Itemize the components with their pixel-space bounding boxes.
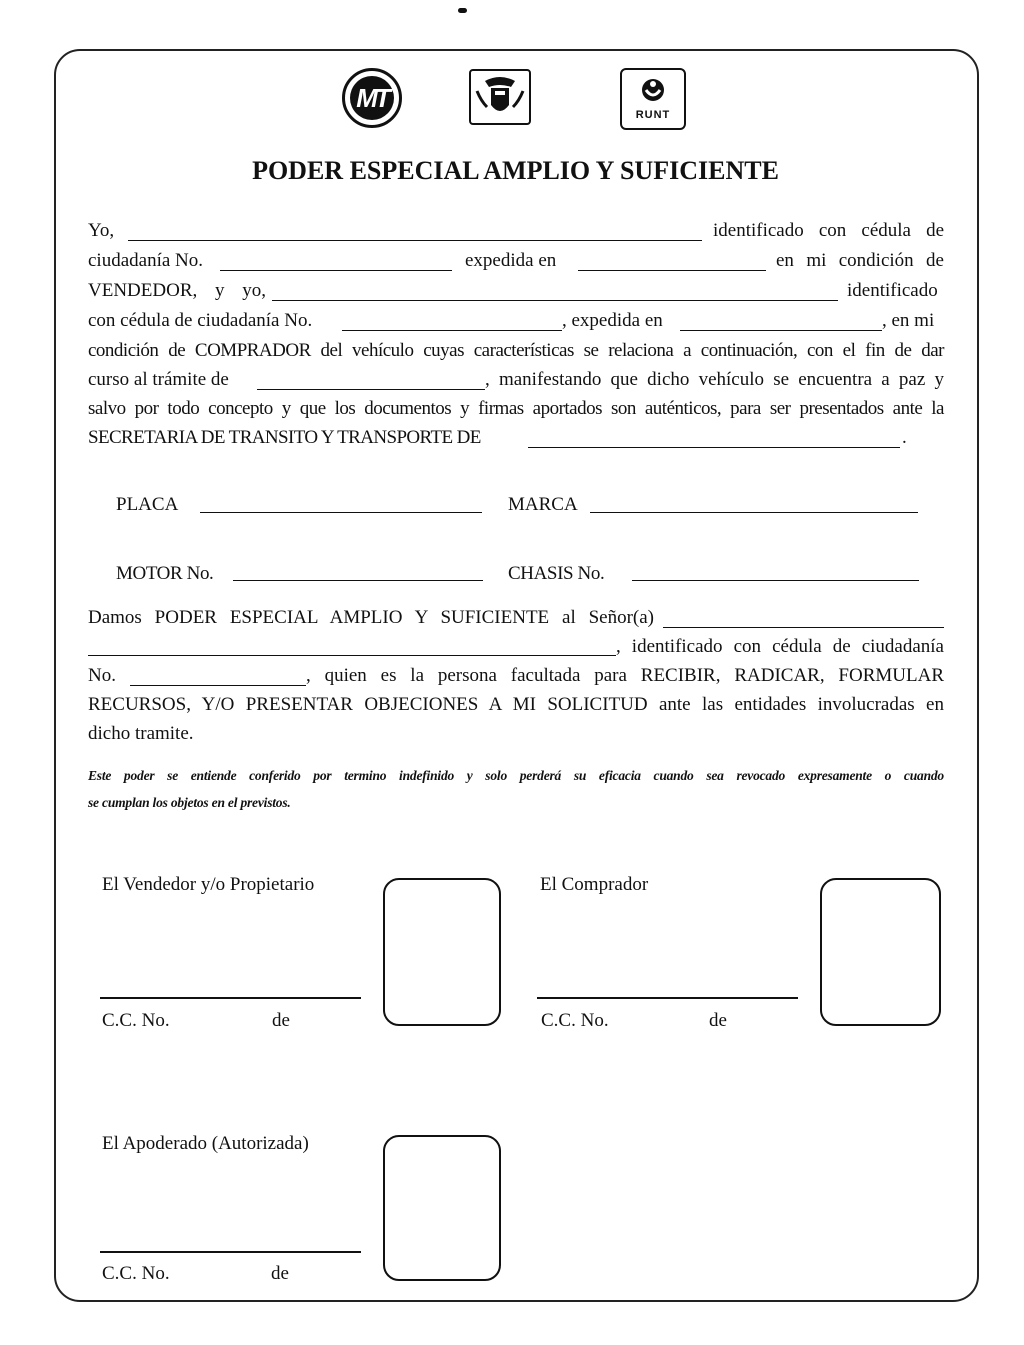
chasis-field[interactable] (632, 580, 919, 581)
apoderado-name-field-cont[interactable] (88, 655, 616, 656)
comprador-cc-label: C.C. No. (541, 1010, 609, 1031)
note-line2: se cumplan los objetos en el previstos. (88, 795, 291, 810)
p1-identificado-2: identificado (847, 280, 938, 301)
p1-line5: condición de COMPRADOR del vehículo cuyas características se relaciona a continuación, con el fin de dar (88, 340, 944, 361)
placa-label: PLACA (116, 494, 179, 515)
vendedor-expedida-field[interactable] (578, 270, 766, 271)
p1-line7: salvo por todo concepto y que los documentos y firmas aportados son auténticos, para ser presentados ante la (88, 398, 944, 419)
top-mark (458, 8, 467, 13)
vendedor-cc-label: C.C. No. (102, 1010, 170, 1031)
p1-en-mi: , en mi (882, 310, 935, 331)
colombia-coat-of-arms-logo (469, 69, 531, 125)
apoderado-sig-label: El Apoderado (Autorizada) (102, 1133, 309, 1154)
vendedor-sig-label: El Vendedor y/o Propietario (102, 874, 315, 895)
comprador-cc-field[interactable] (342, 330, 562, 331)
p2-recursos: RECURSOS, Y/O PRESENTAR OBJECIONES A MI SOLICITUD ante las entidades involucradas en (88, 694, 944, 715)
document-title: PODER ESPECIAL AMPLIO Y SUFICIENTE (252, 156, 779, 185)
p2-tramite: dicho tramite. (88, 723, 194, 744)
p1-condicion: en mi condición de (776, 250, 944, 271)
vendedor-de-label: de (272, 1010, 290, 1031)
p1-expedida-2: , expedida en (562, 310, 663, 331)
p2-no: No. (88, 665, 116, 686)
chasis-label: CHASIS No. (508, 563, 605, 584)
comprador-sig-label: El Comprador (540, 874, 649, 895)
vendedor-name-field[interactable] (128, 240, 702, 241)
vendedor-fingerprint-box[interactable] (383, 878, 501, 1026)
p1-ciudadania: ciudadanía No. (88, 250, 204, 271)
motor-field[interactable] (233, 580, 483, 581)
comprador-signature-line[interactable] (537, 997, 798, 999)
motor-label: MOTOR No. (116, 563, 214, 584)
comprador-de-label: de (709, 1010, 727, 1031)
runt-emblem-icon (622, 70, 684, 110)
placa-field[interactable] (200, 512, 482, 513)
runt-logo (620, 68, 686, 130)
ministerio-transporte-logo (342, 68, 402, 128)
apoderado-de-label: de (271, 1263, 289, 1284)
p2-damos: Damos PODER ESPECIAL AMPLIO Y SUFICIENTE al Señor(a) (88, 607, 654, 628)
secretaria-field[interactable] (528, 447, 900, 448)
vendedor-cc-field[interactable] (220, 270, 452, 271)
p1-expedida: expedida en (465, 250, 557, 271)
p1-vendedor-yo: VENDEDOR, y yo, (88, 280, 266, 301)
apoderado-signature-line[interactable] (100, 1251, 361, 1253)
comprador-fingerprint-box[interactable] (820, 878, 941, 1026)
p1-identificado: identificado con cédula de (713, 220, 944, 241)
p1-secretaria: SECRETARIA DE TRANSITO Y TRANSPORTE DE (88, 427, 481, 448)
vendedor-signature-line[interactable] (100, 997, 361, 999)
comprador-expedida-field[interactable] (680, 330, 882, 331)
apoderado-fingerprint-box[interactable] (383, 1135, 501, 1281)
tramite-field[interactable] (257, 389, 485, 390)
p1-yo: Yo, (88, 220, 115, 241)
note-line1: Este poder se entiende conferido por termino indefinido y solo perderá su eficacia cuando sea revocado expresamente o cuando (88, 768, 944, 783)
p1-manifestando: , manifestando que dicho vehículo se encuentra a paz y (485, 369, 944, 390)
p1-period: . (902, 427, 907, 448)
mt-logo-text: MT (350, 76, 394, 120)
comprador-name-field[interactable] (272, 300, 838, 301)
coat-of-arms-icon (471, 71, 529, 123)
p2-facultada: , quien es la persona facultada para RECIBIR, RADICAR, FORMULAR (306, 665, 944, 686)
p1-cedula: con cédula de ciudadanía No. (88, 310, 313, 331)
marca-field[interactable] (590, 512, 918, 513)
p2-identificado: , identificado con cédula de ciudadanía (616, 636, 944, 657)
runt-logo-text: RUNT (635, 109, 671, 121)
apoderado-cc-field[interactable] (130, 685, 306, 686)
marca-label: MARCA (508, 494, 578, 515)
apoderado-name-field[interactable] (663, 627, 944, 628)
p1-curso: curso al trámite de (88, 369, 229, 390)
apoderado-cc-label: C.C. No. (102, 1263, 170, 1284)
